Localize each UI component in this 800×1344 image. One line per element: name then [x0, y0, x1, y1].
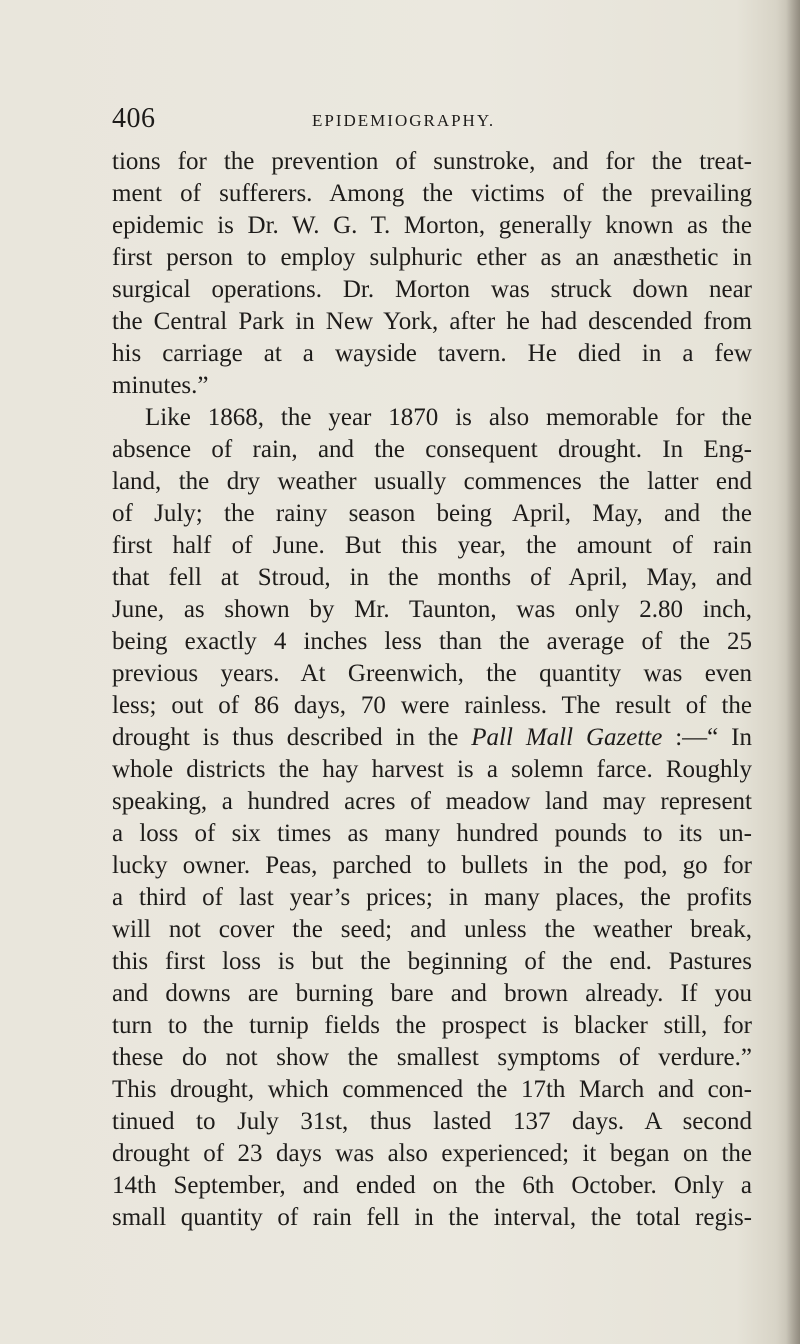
text-line: 14th September, and ended on the 6th October. Only a	[112, 1172, 752, 1199]
text-line: ment of sufferers. Among the victims of the prevailing	[112, 180, 752, 207]
text-line: first half of June. But this year, the amount of rain	[112, 532, 752, 559]
text-line: tinued to July 31st, thus lasted 137 days. A second	[112, 1108, 752, 1135]
running-head: EPIDEMIOGRAPHY.	[312, 111, 496, 130]
text-line: these do not show the smallest symptoms of verdure.”	[112, 1044, 752, 1071]
text-line: minutes.”	[112, 372, 209, 399]
text-line: surgical operations. Dr. Morton was struck down near	[112, 276, 752, 303]
text-line: a loss of six times as many hundred pounds to its un-	[112, 820, 752, 847]
text-line: whole districts the hay harvest is a solemn farce. Roughly	[112, 756, 752, 783]
text-line: a third of last year’s prices; in many places, the profits	[112, 884, 752, 911]
text-line: being exactly 4 inches less than the average of the 25	[112, 628, 752, 655]
text-line: tions for the prevention of sunstroke, and for the treat-	[112, 148, 752, 175]
line-text-after: :—“ In	[662, 724, 752, 751]
text-line: less; out of 86 days, 70 were rainless. The result of the	[112, 692, 752, 719]
text-line: will not cover the seed; and unless the weather break,	[112, 916, 752, 943]
text-line: small quantity of rain fell in the interval, the total regis-	[112, 1204, 752, 1231]
page-edge-shadow	[786, 0, 800, 1344]
text-line: drought of 23 days was also experienced; it began on the	[112, 1140, 752, 1167]
text-line: This drought, which commenced the 17th March and con-	[112, 1076, 752, 1103]
page-header	[112, 103, 752, 137]
text-line: this first loss is but the beginning of the end. Pastures	[112, 948, 752, 975]
text-line: previous years. At Greenwich, the quantity was even	[112, 660, 752, 687]
text-line: absence of rain, and the consequent drought. In Eng-	[112, 436, 752, 463]
line-text-before: drought is thus described in the	[112, 724, 472, 751]
text-line: and downs are burning bare and brown already. If you	[112, 980, 752, 1007]
text-line: epidemic is Dr. W. G. T. Morton, generally known as the	[112, 212, 752, 239]
text-line: first person to employ sulphuric ether as an anæsthetic in	[112, 244, 752, 271]
publication-title: Pall Mall Gazette	[471, 724, 663, 751]
text-line: the Central Park in New York, after he had descended from	[112, 308, 752, 335]
text-line: June, as shown by Mr. Taunton, was only 2.80 inch,	[112, 596, 752, 623]
page-number: 406	[112, 103, 156, 134]
text-line-with-citation	[112, 722, 752, 754]
text-line: of July; the rainy season being April, May, and the	[112, 500, 752, 527]
text-line: speaking, a hundred acres of meadow land may represent	[112, 788, 752, 815]
text-line: turn to the turnip fields the prospect is blacker still, for	[112, 1012, 752, 1039]
paragraph-start-line: Like 1868, the year 1870 is also memorable for the	[145, 404, 752, 431]
text-line: that fell at Stroud, in the months of April, May, and	[112, 564, 752, 591]
body-text	[112, 146, 752, 1234]
text-line: lucky owner. Peas, parched to bullets in the pod, go for	[112, 852, 752, 879]
text-line: land, the dry weather usually commences the latter end	[112, 468, 752, 495]
text-line: his carriage at a wayside tavern. He died in a few	[112, 340, 752, 367]
